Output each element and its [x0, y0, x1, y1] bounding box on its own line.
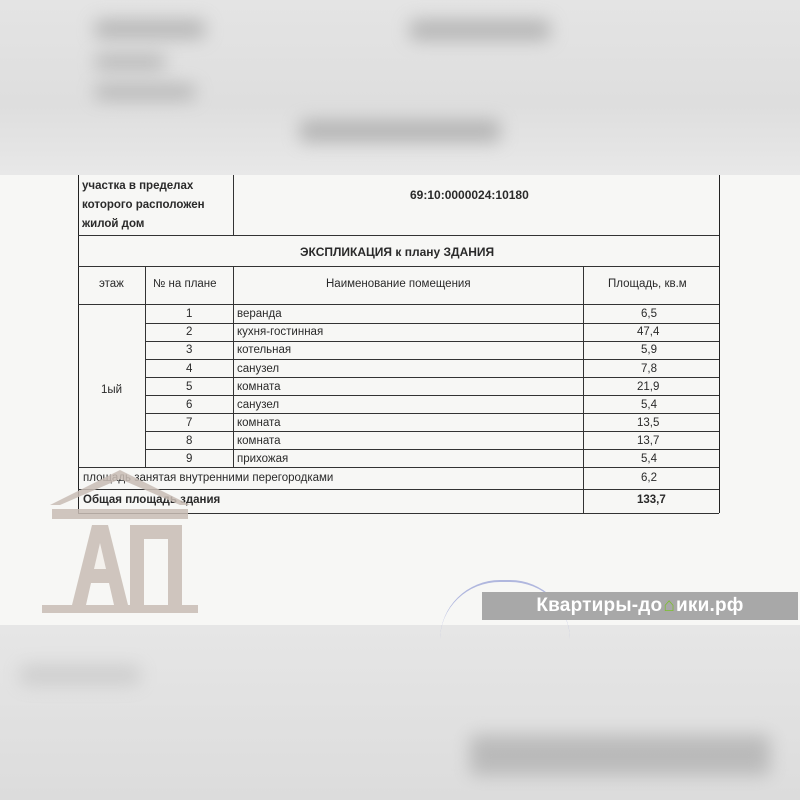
brand-text-suffix: ики.рф	[676, 595, 744, 616]
room-area: 5,4	[641, 453, 657, 465]
plot-label-line-2: которого расположен	[82, 199, 205, 211]
partitions-label: площадь занятая внутренними перегородками	[83, 472, 334, 484]
room-number: 8	[186, 435, 193, 447]
col-header-area: Площадь, кв.м	[608, 278, 687, 290]
cadastral-number: 69:10:0000024:10180	[410, 188, 529, 202]
room-number: 6	[186, 399, 193, 411]
room-number: 2	[186, 326, 193, 338]
total-area-label: Общая площадь здания	[83, 494, 221, 506]
room-area: 13,7	[637, 435, 660, 447]
room-number: 4	[186, 363, 193, 375]
room-area: 5,9	[641, 344, 657, 356]
room-number: 9	[186, 453, 193, 465]
room-number: 5	[186, 381, 193, 393]
room-area: 13,5	[637, 417, 660, 429]
brand-text-prefix: Квартиры-до	[536, 595, 663, 616]
room-number: 1	[186, 308, 193, 320]
room-name: кухня-гостинная	[237, 326, 324, 338]
floor-cell: 1ый	[101, 384, 123, 396]
plot-label-line-3: жилой дом	[82, 218, 145, 230]
room-name: комната	[237, 435, 281, 447]
room-number: 3	[186, 344, 193, 356]
room-name: комната	[237, 381, 281, 393]
plot-label-line-1: участка в пределах	[82, 180, 194, 192]
total-area-value: 133,7	[637, 494, 666, 506]
house-icon: ⌂	[663, 595, 676, 616]
room-name: котельная	[237, 344, 292, 356]
room-area: 6,5	[641, 308, 657, 320]
col-header-room-name: Наименование помещения	[326, 278, 471, 290]
ap-building-logo-icon	[30, 465, 210, 615]
room-area: 21,9	[637, 381, 660, 393]
partitions-area: 6,2	[641, 472, 657, 484]
room-name: санузел	[237, 399, 280, 411]
room-name: прихожая	[237, 453, 289, 465]
explication-title: ЭКСПЛИКАЦИЯ к плану ЗДАНИЯ	[300, 245, 495, 259]
room-number: 7	[186, 417, 193, 429]
col-header-floor: этаж	[99, 278, 124, 290]
room-name: комната	[237, 417, 281, 429]
col-header-plan-number: № на плане	[153, 278, 217, 290]
table-frame	[78, 175, 720, 513]
blurred-background-top	[0, 0, 800, 175]
room-area: 47,4	[637, 326, 660, 338]
room-name: веранда	[237, 308, 282, 320]
blurred-background-bottom	[0, 625, 800, 800]
room-area: 5,4	[641, 399, 657, 411]
brand-watermark	[482, 592, 798, 620]
room-name: санузел	[237, 363, 280, 375]
room-area: 7,8	[641, 363, 657, 375]
